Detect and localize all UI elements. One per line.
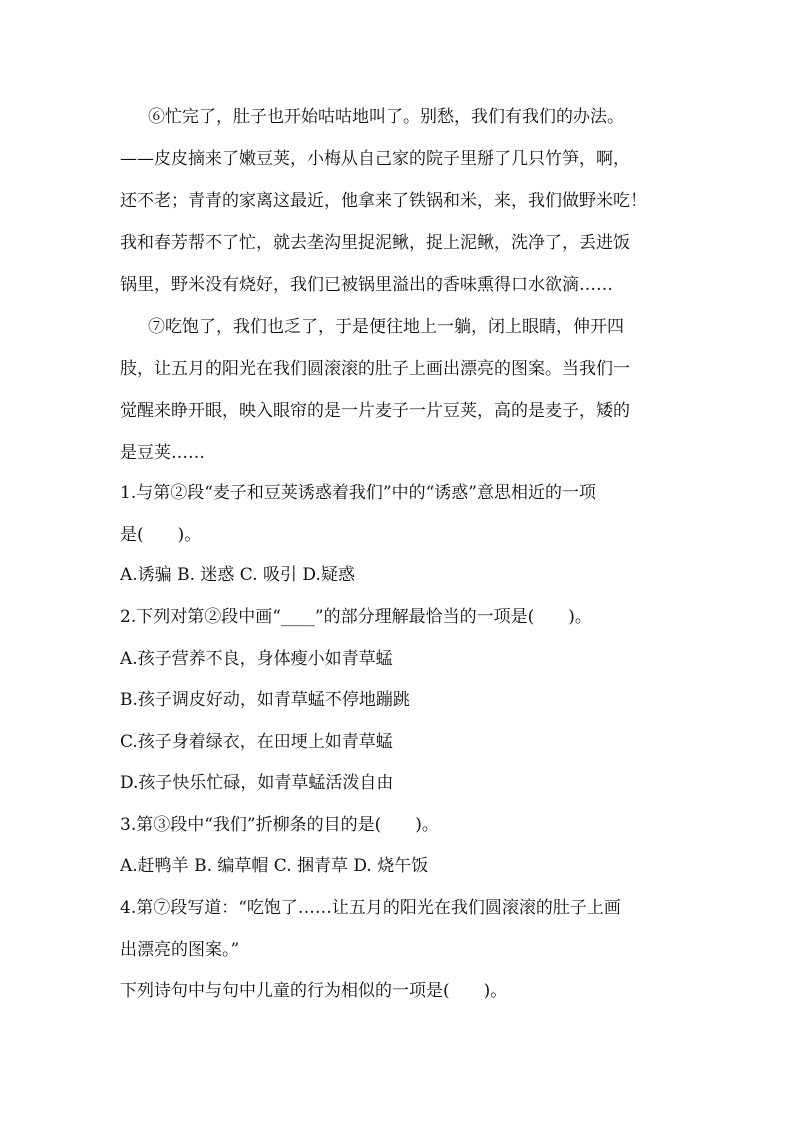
- question-4-stem-line-2: 出漂亮的图案。”: [120, 940, 240, 960]
- paragraph-7-line-4: 是豆荚……: [120, 443, 205, 463]
- question-1-stem-line-2: 是( )。: [120, 525, 202, 545]
- question-2-option-d: D.孩子快乐忙碌，如青草蜢活泼自由: [120, 773, 394, 793]
- question-4-stem-line-3: 下列诗句中与句中儿童的行为相似的一项是( )。: [120, 981, 508, 1001]
- question-2-option-b: B.孩子调皮好动，如青草蜢不停地蹦跳: [120, 690, 410, 710]
- question-3-stem: 3.第③段中“我们”折柳条的目的是( )。: [120, 815, 439, 835]
- question-1-stem-line-1: 1.与第②段“麦子和豆荚诱惑着我们”中的“诱惑”意思相近的一项: [120, 483, 596, 503]
- paragraph-6-line-5: 锅里，野米没有烧好，我们已被锅里溢出的香味熏得口水欲滴……: [120, 275, 613, 295]
- paragraph-7-line-3: 觉醒来睁开眼，映入眼帘的是一片麦子一片豆荚，高的是麦子，矮的: [120, 401, 630, 421]
- question-4-stem-line-1: 4.第⑦段写道：“吃饱了……让五月的阳光在我们圆滚滚的肚子上画: [120, 898, 621, 918]
- paragraph-6-line-3: 还不老；青青的家离这最近，他拿来了铁锅和米，来，我们做野米吃！: [120, 191, 647, 211]
- question-2-stem: 2.下列对第②段中画“____”的部分理解最恰当的一项是( )。: [120, 607, 592, 627]
- paragraph-6-line-1: ⑥忙完了，肚子也开始咕咕地叫了。别愁，我们有我们的办法。: [148, 107, 624, 127]
- paragraph-7-line-2: 肢，让五月的阳光在我们圆滚滚的肚子上画出漂亮的图案。当我们一: [120, 359, 630, 379]
- paragraph-6-line-4: 我和春芳帮不了忙，就去垄沟里捉泥鳅，捉上泥鳅，洗净了，丢进饭: [120, 233, 630, 253]
- question-3-options: A.赶鸭羊 B. 编草帽 C. 捆青草 D. 烧午饭: [120, 856, 429, 876]
- paragraph-6-line-2: ——皮皮摘来了嫩豆荚，小梅从自己家的院子里掰了几只竹笋，啊，: [120, 149, 630, 169]
- question-1-options: A.诱骗 B. 迷惑 C. 吸引 D.疑惑: [120, 565, 355, 585]
- paragraph-7-line-1: ⑦吃饱了，我们也乏了，于是便往地上一躺，闭上眼睛，伸开四: [148, 317, 624, 337]
- question-2-option-a: A.孩子营养不良，身体瘦小如青草蜢: [120, 649, 393, 669]
- question-2-option-c: C.孩子身着绿衣，在田埂上如青草蜢: [120, 732, 393, 752]
